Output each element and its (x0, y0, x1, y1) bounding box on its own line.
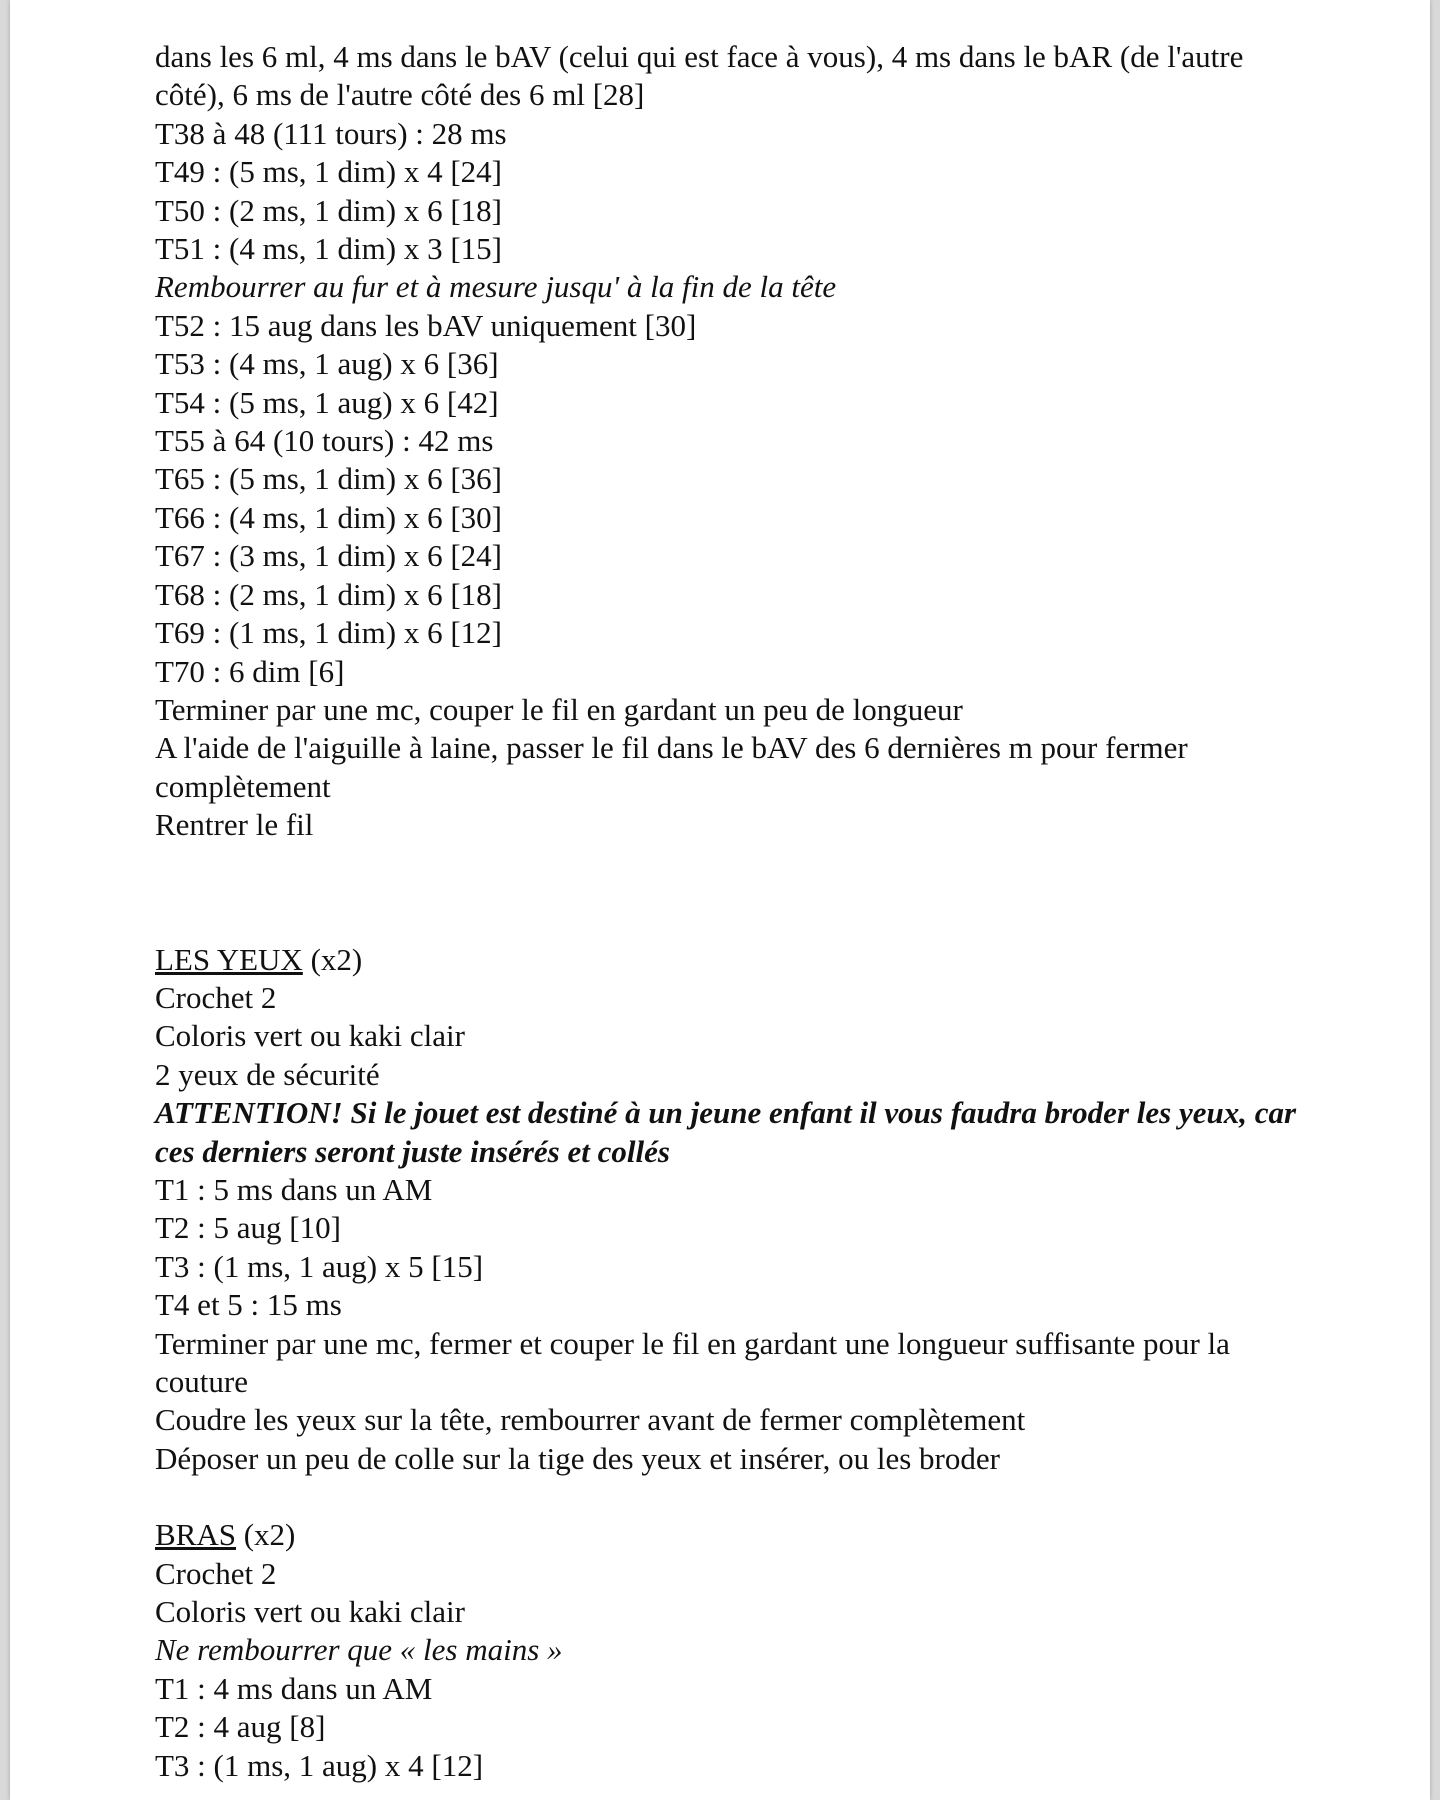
section-title: LES YEUX (155, 941, 303, 977)
text-line: 2 yeux de sécurité (155, 1056, 380, 1092)
text-line: Terminer par une mc, fermer et couper le fil en gardant une longueur suffisante pour la couture (155, 1325, 1230, 1399)
pattern-text (155, 38, 1305, 1785)
section-heading-eyes (155, 941, 1305, 979)
text-line: Déposer un peu de colle sur la tige des yeux et insérer, ou les broder (155, 1440, 1000, 1476)
text-line: T38 à 48 (111 tours) : 28 ms (155, 115, 507, 151)
text-line: T66 : (4 ms, 1 dim) x 6 [30] (155, 499, 502, 535)
spacer (155, 1478, 1305, 1516)
text-line: Rentrer le fil (155, 807, 314, 843)
text-line: Coloris vert ou kaki clair (155, 1018, 465, 1054)
text-line: T54 : (5 ms, 1 aug) x 6 [42] (155, 384, 499, 420)
section-heading-arms (155, 1516, 1305, 1554)
text-line: T2 : 5 aug [10] (155, 1210, 341, 1246)
stuffing-note: Ne rembourrer que « les mains » (155, 1632, 563, 1668)
text-line: T1 : 5 ms dans un AM (155, 1171, 433, 1207)
section-count: (x2) (302, 941, 363, 977)
stuffing-note: Rembourrer au fur et à mesure jusqu' à la fin de la tête (155, 269, 837, 305)
text-line: T3 : (1 ms, 1 aug) x 5 [15] (155, 1248, 484, 1284)
text-line: T49 : (5 ms, 1 dim) x 4 [24] (155, 154, 502, 190)
text-line: T53 : (4 ms, 1 aug) x 6 [36] (155, 346, 499, 382)
text-line: T2 : 4 aug [8] (155, 1709, 326, 1745)
text-line: T3 : (1 ms, 1 aug) x 4 [12] (155, 1747, 484, 1783)
text-line: T55 à 64 (10 tours) : 42 ms (155, 423, 494, 459)
text-line: Coloris vert ou kaki clair (155, 1594, 465, 1630)
section-title: BRAS (155, 1517, 236, 1553)
text-line: T67 : (3 ms, 1 dim) x 6 [24] (155, 538, 502, 574)
text-line: T65 : (5 ms, 1 dim) x 6 [36] (155, 461, 502, 497)
text-line: T70 : 6 dim [6] (155, 653, 345, 689)
section-count: (x2) (235, 1517, 296, 1553)
text-line: T68 : (2 ms, 1 dim) x 6 [18] (155, 576, 502, 612)
document-page (10, 0, 1430, 1800)
text-line: Coudre les yeux sur la tête, rembourrer avant de fermer complètement (155, 1402, 1026, 1438)
warning-text: ATTENTION! Si le jouet est destiné à un jeune enfant il vous faudra broder les yeux, car ces derniers seront juste insérés et collés (155, 1095, 1297, 1169)
text-line: T4 et 5 : 15 ms (155, 1287, 342, 1323)
text-line: A l'aide de l'aiguille à laine, passer le fil dans le bAV des 6 dernières m pour fermer complètement (155, 730, 1188, 804)
text-line: T69 : (1 ms, 1 dim) x 6 [12] (155, 615, 502, 651)
text-line: T51 : (4 ms, 1 dim) x 3 [15] (155, 231, 502, 267)
spacer (155, 845, 1305, 941)
text-line: T1 : 4 ms dans un AM (155, 1670, 433, 1706)
text-line: T50 : (2 ms, 1 dim) x 6 [18] (155, 192, 502, 228)
text-line: Crochet 2 (155, 1555, 277, 1591)
text-line: dans les 6 ml, 4 ms dans le bAV (celui qui est face à vous), 4 ms dans le bAR (de l'autre côté), 6 ms de l'autre côté des 6 ml [28] (155, 39, 1244, 113)
text-line: Crochet 2 (155, 979, 277, 1015)
text-line: Terminer par une mc, couper le fil en gardant un peu de longueur (155, 691, 963, 727)
text-line: T52 : 15 aug dans les bAV uniquement [30] (155, 307, 697, 343)
